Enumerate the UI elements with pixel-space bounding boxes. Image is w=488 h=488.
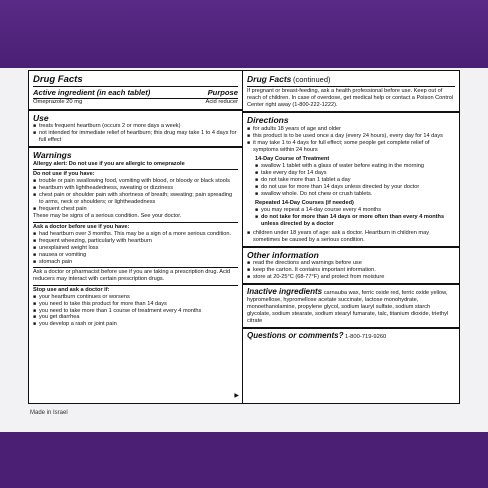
use-item: ■ treats frequent heartburn (occurs 2 or more days a week) [33, 123, 238, 130]
questions-label: Questions or comments? [247, 331, 344, 341]
purple-background-bottom [0, 432, 488, 488]
course-box [247, 156, 455, 228]
stop-use-item: ■ your heartburn continues or worsens [33, 294, 238, 301]
other-item: ■ store at 20-25°C (68-77°F) and protect from moisture [247, 274, 455, 281]
drug-facts-title: Drug Facts [33, 74, 83, 85]
continued-title [247, 74, 455, 85]
repeat-item: ■ do not take for more than 14 days or more often than every 4 months unless directed by a doctor [255, 214, 455, 228]
continued-section [243, 71, 459, 113]
purple-background-top [0, 0, 488, 68]
directions-title: Directions [247, 115, 289, 126]
continued-label: (continued) [292, 75, 331, 84]
warnings-title: Warnings [33, 150, 72, 161]
do-not-use-heading: Do not use if you have: [33, 169, 238, 178]
pharmacist-warning: Ask a doctor or pharmacist before use if you are taking a prescription drug. Acid reducers may interact with certain prescription drugs. [33, 267, 238, 283]
ask-doctor-item: ■ nausea or vomiting [33, 252, 238, 259]
do-not-use-item: ■ chest pain or shoulder pain with shortness of breath; sweating; pain spreading to arms, neck or shoulders; or lightheadedness [33, 192, 238, 206]
ask-doctor-item: ■ frequent wheezing, particularly with heartburn [33, 238, 238, 245]
other-item: ■ keep the carton. It contains important information. [247, 267, 455, 274]
direction-item: ■ for adults 18 years of age and older [247, 126, 455, 133]
stop-use-item: ■ you need to take this product for more than 14 days [33, 301, 238, 308]
ask-doctor-item: ■ stomach pain [33, 259, 238, 266]
phone-number: 1-800-719-9260 [345, 334, 387, 341]
warnings-section [29, 148, 242, 330]
do-not-use-item: ■ trouble or pain swallowing food, vomiting with blood, or bloody or black stools [33, 178, 238, 185]
allergy-alert: Allergy alert: Do not use if you are allergic to omeprazole [33, 160, 185, 167]
use-section [29, 111, 242, 149]
direction-item: ■ it may take 1 to 4 days for full effect; some people get complete relief of symptoms within 24 hours [247, 140, 455, 154]
pregnancy-warning: If pregnant or breast-feeding, ask a health professional before use. Keep out of reach of children. In case of overdose, get medical help or contact a Poison Control Center right away (1-800-222-1222). [247, 88, 454, 109]
inactive-ingredients-section [243, 285, 459, 329]
course-item: ■ do not take more than 1 tablet a day [255, 177, 455, 184]
ask-doctor-item: ■ unexplained weight loss [33, 245, 238, 252]
stop-use-heading: Stop use and ask a doctor if: [33, 285, 238, 294]
other-title: Other information [247, 249, 319, 260]
serious-condition-note: These may be signs of a serious condition. See your doctor. [33, 213, 182, 220]
ask-doctor-item: ■ had heartburn over 3 months. This may be a sign of a more serious condition. [33, 231, 238, 238]
active-ingredient-header [33, 86, 238, 97]
inactive-list: carnauba wax, ferric oxide red, ferric oxide yellow, hypromellose, hypromellose acetate succinate, lactose monohydrate, monoethanolamine, propylene glycol, sodium lauryl sulfate, sodium starch glycolate, sodium stearate, sodium stearyl fumarate, talc, titanium dioxide, triethyl citrate [247, 290, 449, 325]
purpose-value: Acid reducer [205, 99, 238, 106]
use-title: Use [33, 112, 49, 123]
purpose-head: Purpose [207, 87, 238, 97]
children-direction: ■ children under 18 years of age: ask a doctor. Heartburn in children may sometimes be caused by a serious condition. [247, 230, 455, 244]
do-not-use-item: ■ frequent chest pain [33, 206, 238, 213]
direction-item: ■ this product is to be used once a day (every 24 hours), every day for 14 days [247, 133, 455, 140]
repeat-item: ■ you may repeat a 14-day course every 4 months [255, 207, 455, 214]
course-heading: 14-Day Course of Treatment [255, 156, 330, 162]
do-not-use-item: ■ heartburn with lightheadedness, sweating or dizziness [33, 185, 238, 192]
left-column [29, 71, 243, 403]
course-item: ■ do not use for more than 14 days unless directed by your doctor [255, 184, 455, 191]
stop-use-item: ■ you need to take more than 1 course of treatment every 4 months [33, 308, 238, 315]
ask-doctor-heading: Ask a doctor before use if you have: [33, 222, 238, 231]
active-value: Omeprazole 20 mg [33, 99, 83, 106]
course-item: ■ swallow whole. Do not chew or crush tablets. [255, 191, 455, 198]
active-ingredient-row [33, 98, 238, 106]
active-ingredient-section [29, 71, 242, 111]
continued-arrow-icon: ▶ [234, 393, 239, 399]
stop-use-item: ■ you get diarrhea [33, 314, 238, 321]
other-item: ■ read the directions and warnings before use [247, 260, 455, 267]
course-item: ■ swallow 1 tablet with a glass of water before eating in the morning [255, 163, 455, 170]
stop-use-item: ■ you develop a rash or joint pain [33, 321, 238, 328]
other-information-section [243, 248, 459, 286]
inactive-title: Inactive ingredients [247, 287, 323, 297]
questions-section [243, 329, 459, 343]
made-in-label: Made in Israel [30, 410, 68, 416]
course-item: ■ take every day for 14 days [255, 170, 455, 177]
use-item: ■ not intended for immediate relief of heartburn; this drug may take 1 to 4 days for full effect [33, 130, 238, 144]
right-column [243, 71, 459, 403]
drug-facts-label [28, 70, 460, 404]
right-title: Drug Facts [247, 74, 292, 84]
repeat-heading: Repeated 14-Day Courses (if needed) [255, 199, 354, 206]
active-head: Active ingredient (in each tablet) [33, 87, 151, 97]
directions-section [243, 113, 459, 247]
